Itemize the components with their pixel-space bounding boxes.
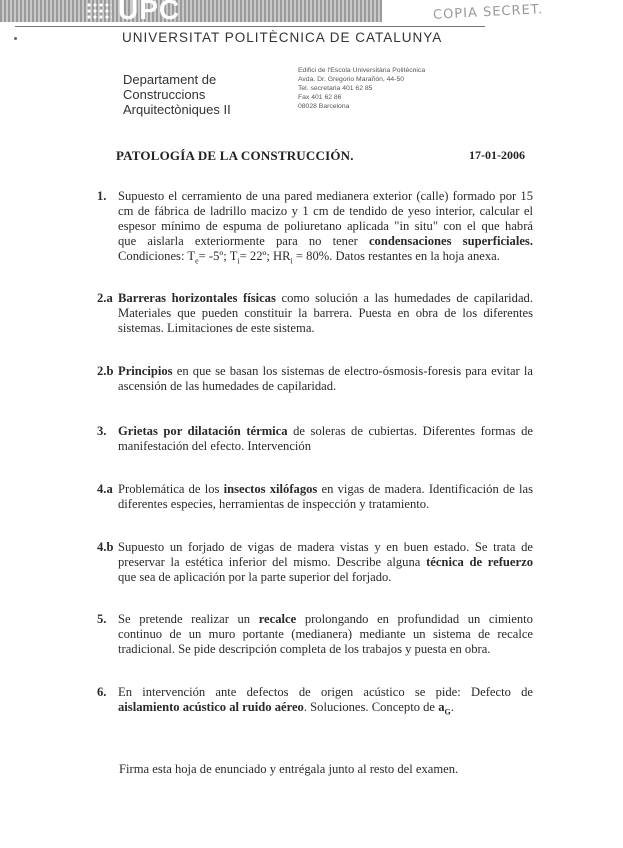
question-number: 2.a	[97, 291, 113, 305]
question-line: sistemas. Limitaciones de este sistema.	[118, 321, 315, 335]
question-text: preservar la estética inferior del mismo. Describe alguna	[118, 555, 427, 569]
question-keyword: recalce	[258, 612, 297, 626]
question-keyword: condensaciones superficiales.	[368, 234, 533, 248]
question-line: cm de fábrica de ladrillo macizo y 1 cm de tendido de yeso interior, calcular el	[118, 204, 533, 218]
question-number: 6.	[97, 685, 107, 699]
department-name	[123, 72, 231, 117]
question-line	[118, 482, 533, 497]
question-text: Problemática de los	[118, 482, 224, 496]
question-text: que aislarla exteriormente para no tener	[118, 234, 358, 248]
address-line: Fax 401 62 86	[298, 94, 342, 101]
question-line: En intervención ante defectos de origen acústico se pide: Defecto de	[118, 685, 533, 699]
question-text: Condiciones: T	[118, 249, 196, 263]
question-line	[118, 555, 533, 570]
footer-instruction: Firma esta hoja de enunciado y entrégala junto al resto del examen.	[119, 762, 459, 776]
subscript: e	[195, 256, 199, 266]
question-number: 4.a	[97, 482, 113, 496]
university-name: UNIVERSITAT POLITÈCNICA DE CATALUNYA	[122, 30, 443, 45]
question-4b	[97, 540, 533, 585]
question-text: Se pretende realizar un	[118, 612, 259, 626]
question-line	[118, 234, 533, 249]
department-line: Construccions	[123, 87, 206, 102]
question-keyword: Grietas por dilatación térmica	[118, 424, 288, 438]
question-line	[118, 612, 533, 627]
logo-mark-icon	[86, 2, 112, 20]
subscript: i	[237, 256, 240, 266]
question-line	[118, 700, 533, 720]
logo-text: UPC	[118, 0, 181, 25]
address-line: Tel. secretaria 401 62 85	[298, 85, 373, 92]
question-line: ascensión de las humedades de capilaridad.	[118, 379, 337, 393]
question-number: 3.	[97, 424, 107, 438]
question-keyword: Barreras horizontales físicas	[118, 291, 276, 305]
question-number: 2.b	[97, 364, 114, 378]
subscript: i	[290, 256, 293, 266]
question-number: 4.b	[97, 540, 114, 554]
question-text: en que se basan los sistemas de electro-ósmosis-foresis para evitar la	[172, 364, 533, 378]
question-line: espesor mínimo de espuma de poliuretano aplicada "in situ" con el que habrá	[118, 219, 533, 233]
subscript: G	[444, 707, 451, 717]
handwritten-note: COPIA SECRET.	[432, 2, 544, 23]
department-line: Departament de	[123, 72, 217, 87]
question-4a	[97, 482, 533, 512]
question-keyword: Principios	[118, 364, 173, 378]
question-text: = -5º; T	[198, 249, 238, 263]
question-text: en vigas de madera. Identificación de las	[317, 482, 534, 496]
question-text: . Soluciones. Concepto de	[303, 700, 439, 714]
question-text: de soleras de cubiertas. Diferentes formas de	[287, 424, 533, 438]
question-line: diferentes especies, herramientas de inspección y tratamiento.	[118, 497, 430, 511]
question-line: manifestación del efecto. Intervención	[118, 439, 312, 453]
question-text: prolongando en profundidad un cimiento	[296, 612, 533, 626]
question-1	[97, 189, 533, 269]
question-number: 1.	[97, 189, 107, 203]
question-3	[97, 424, 533, 454]
department-line: Arquitectòniques II	[123, 102, 231, 117]
question-line: Supuesto un forjado de vigas de madera vistas y en buen estado. Se trata de	[118, 540, 533, 554]
question-6	[97, 685, 533, 720]
question-line: Supuesto el cerramiento de una pared medianera exterior (calle) formado por 15	[118, 189, 533, 203]
question-line	[118, 291, 533, 306]
question-line: Materiales que pueden constituir la barrera. Puesta en obra de los diferentes	[118, 306, 533, 320]
question-text: = 22º; HR	[239, 249, 291, 263]
question-line	[118, 364, 533, 379]
question-text: como solución a las humedades de capilaridad.	[275, 291, 534, 305]
header-rule	[15, 26, 485, 27]
question-line: tradicional. Se pide descripción completa de los trabajos y puesta en obra.	[118, 642, 491, 656]
question-line: continuo de un muro portante (medianera) mediante un sistema de recalce	[118, 627, 533, 641]
address-line: 08028 Barcelona	[298, 103, 350, 110]
address-line: Avda. Dr. Gregorio Marañón, 44-50	[298, 76, 405, 83]
address-line: Edifici de l'Escola Universitària Politècnica	[298, 67, 426, 74]
exam-date: 17-01-2006	[469, 148, 525, 162]
question-keyword: a	[438, 700, 445, 714]
question-5	[97, 612, 533, 657]
question-number: 5.	[97, 612, 107, 626]
course-title: PATOLOGÍA DE LA CONSTRUCCIÓN.	[116, 148, 354, 163]
question-2a	[97, 291, 533, 336]
scan-dot	[14, 37, 17, 40]
question-keyword: aislamiento acústico al ruido aéreo	[118, 700, 304, 714]
question-text: = 80%. Datos restantes en la hoja anexa.	[292, 249, 500, 263]
question-keyword: técnica de refuerzo	[426, 555, 533, 569]
question-line	[118, 424, 533, 439]
department-address	[298, 66, 425, 111]
question-2b	[97, 364, 533, 394]
question-line: que sea de aplicación por la parte superior del forjado.	[118, 570, 392, 584]
question-keyword: insectos xilófagos	[223, 482, 318, 496]
question-text: .	[450, 700, 454, 714]
question-line	[118, 249, 533, 269]
logo-band	[0, 0, 382, 22]
